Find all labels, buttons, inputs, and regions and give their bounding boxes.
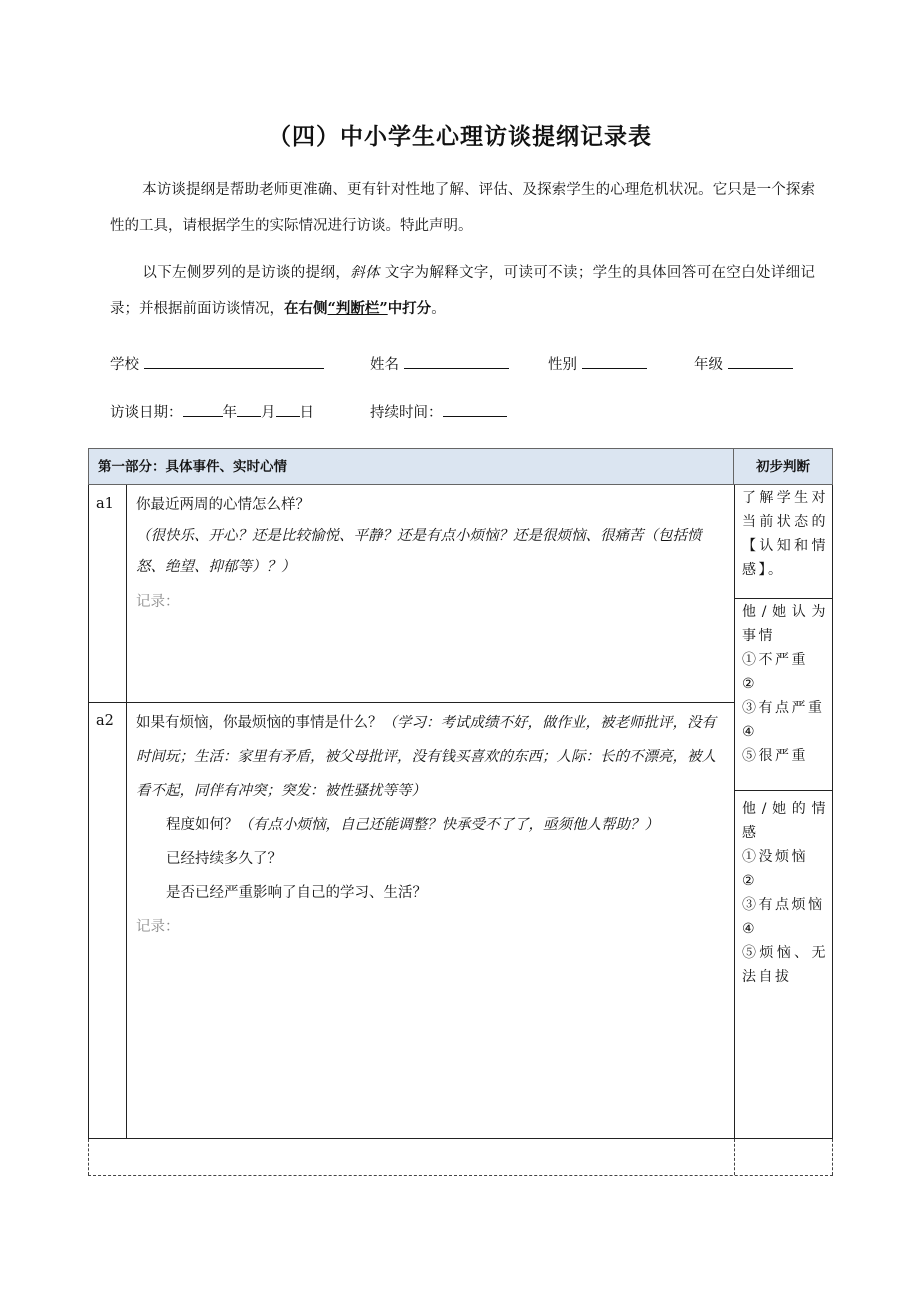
intro-paragraph-2 (110, 255, 815, 327)
judge-severity (742, 600, 828, 768)
grade-field (694, 352, 793, 377)
question-a1-text: 你最近两周的心情怎么样？ (136, 497, 310, 513)
sub-question-duration: 已经持续多久了？ (166, 851, 282, 867)
row-id-a2: a2 (96, 713, 114, 729)
dashed-bottom (88, 1175, 833, 1176)
gender-label: 性别 (548, 357, 577, 373)
day-label: 日 (299, 405, 314, 421)
section-header: 第一部分：具体事件、实时心情 (88, 448, 734, 485)
judge-severity-title: 他/她认为事情 (742, 604, 828, 644)
interview-table (88, 448, 833, 1176)
month-blank[interactable] (237, 400, 261, 417)
emotion-option-2[interactable]: ② (742, 873, 758, 889)
intro-text-2b: 文字为解释文字，可读可不读；学生的具体回答可在空白处详细记录；并根据前面访谈情况， (110, 265, 816, 317)
duration-field (370, 400, 507, 425)
name-field (370, 352, 509, 377)
page-title: （四）中小学生心理访谈提纲记录表 (268, 124, 652, 150)
judge-divider-1 (734, 598, 833, 599)
intro-text-2a: 以下左侧罗列的是访谈的提纲， (142, 265, 351, 281)
question-a2-hint: （学习：考试成绩不好，做作业，被老师批评，没有时间玩；生活：家里有矛盾，被父母批评，没有钱买喜欢的东西；人际：长的不漂亮，被人看不起，同伴有冲突；突发：被性骚扰等等） (136, 715, 716, 799)
judge-emotion (742, 797, 828, 989)
intro-italic-word: 斜体 (350, 265, 380, 281)
sub-question-degree-hint: （有点小烦恼，自己还能调整？快承受不了了，亟须他人帮助？） (238, 817, 659, 833)
severity-option-1[interactable]: ①不严重 (742, 652, 808, 668)
dashed-right (832, 1139, 833, 1175)
record-a1[interactable]: 记录： (136, 594, 180, 610)
dashed-mid (734, 1139, 735, 1175)
dashed-left (88, 1139, 89, 1175)
table-border-left (88, 485, 89, 1138)
date-label: 访谈日期： (110, 405, 183, 421)
judge-divider-2 (734, 790, 833, 791)
duration-blank[interactable] (443, 400, 507, 417)
name-blank[interactable] (404, 352, 509, 369)
judge-column-divider (734, 485, 735, 1138)
question-a2-text: 如果有烦恼，你最烦恼的事情是什么？ (136, 715, 383, 731)
gender-blank[interactable] (582, 352, 647, 369)
intro-bold-a: 在右侧 (284, 300, 328, 317)
emotion-option-3[interactable]: ③有点烦恼 (742, 897, 825, 913)
judge-note-1: 了解学生对当前状态的【认知和情感】。 (742, 490, 828, 578)
judge-header: 初步判断 (734, 448, 833, 485)
table-border-right (832, 485, 833, 1138)
year-label: 年 (222, 405, 237, 421)
month-label: 月 (261, 405, 276, 421)
intro-paragraph-1 (110, 172, 815, 244)
severity-option-3[interactable]: ③有点严重 (742, 700, 825, 716)
row-divider-a1-a2 (88, 702, 734, 703)
row-id-a1: a1 (96, 496, 114, 512)
school-field (110, 352, 324, 377)
day-blank[interactable] (276, 400, 300, 417)
school-blank[interactable] (144, 352, 324, 369)
emotion-option-4[interactable]: ④ (742, 921, 758, 937)
school-label: 学校 (110, 357, 139, 373)
emotion-option-5[interactable]: ⑤烦恼、无法自拔 (742, 945, 828, 985)
table-bottom-line (88, 1138, 833, 1139)
severity-option-4[interactable]: ④ (742, 724, 758, 740)
duration-label: 持续时间： (370, 405, 443, 421)
year-blank[interactable] (183, 400, 223, 417)
date-field (110, 400, 314, 425)
judge-emotion-title: 他/她的情感 (742, 801, 828, 841)
question-a1 (136, 490, 726, 618)
intro-bold-b: 中打分 (387, 300, 432, 317)
sub-question-degree: 程度如何？ (166, 817, 239, 833)
intro-end: 。 (431, 301, 446, 317)
grade-blank[interactable] (728, 352, 793, 369)
question-a1-hint: （很快乐、开心？还是比较愉悦、平静？还是有点小烦恼？还是很烦恼、很痛苦（包括愤怒、绝望、抑郁等）？） (136, 528, 702, 575)
record-a2[interactable]: 记录： (136, 919, 180, 935)
id-column-divider (126, 485, 127, 1138)
severity-option-2[interactable]: ② (742, 676, 758, 692)
severity-option-5[interactable]: ⑤很严重 (742, 748, 808, 764)
sub-question-impact: 是否已经严重影响了自己的学习、生活？ (166, 885, 427, 901)
emotion-option-1[interactable]: ①没烦恼 (742, 849, 808, 865)
intro-text-1: 本访谈提纲是帮助老师更准确、更有针对性地了解、评估、及探索学生的心理危机状况。它只是一个探索性的工具，请根据学生的实际情况进行访谈。特此声明。 (110, 182, 815, 234)
intro-bold-underlined: “判断栏” (327, 300, 388, 317)
grade-label: 年级 (694, 357, 723, 373)
name-label: 姓名 (370, 357, 399, 373)
gender-field (548, 352, 647, 377)
question-a2 (136, 706, 726, 944)
